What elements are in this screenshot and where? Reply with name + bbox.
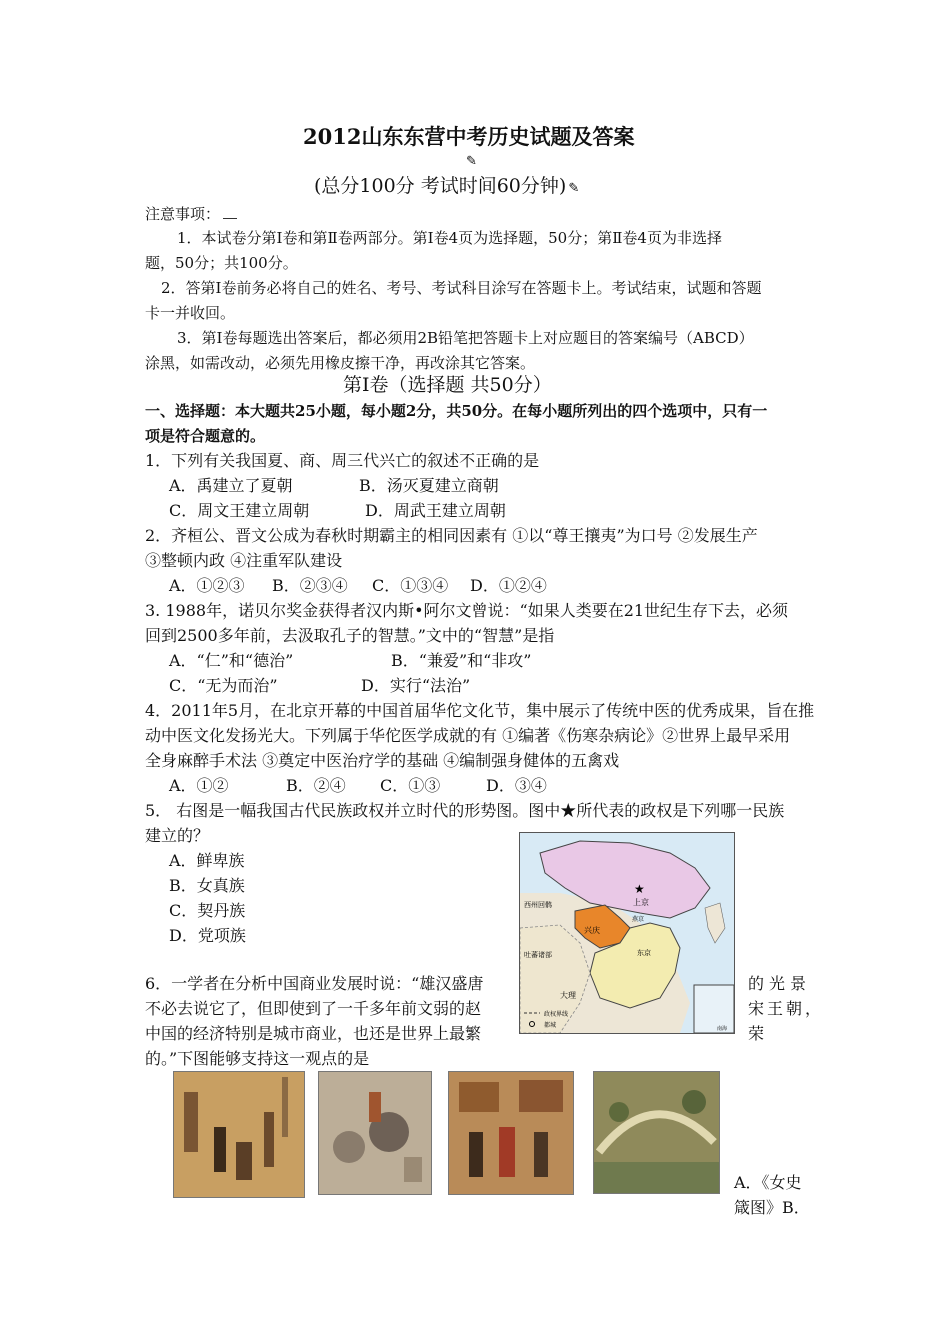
q6-stem-line1-left: 6．一学者在分析中国商业发展时说：“雄汉盛唐 [145,974,484,993]
q6-stem-line2-right: 宋王朝， [748,999,825,1018]
q4-option-c: C．①③ [380,776,441,795]
q3-option-c: C．“无为而治” [169,676,278,695]
q5-stem: 5． 右图是一幅我国古代民族政权并立时代的形势图。图中★所代表的政权是下列哪一民族 [145,801,785,820]
q3-option-a: A．“仁”和“德治” [169,651,294,670]
q1-option-a: A．禹建立了夏朝 [169,476,293,495]
q1-option-d: D．周武王建立周朝 [365,501,506,520]
section-instructions-cont: 项是符合题意的。 [145,427,266,445]
notice-item-2: 2．答第Ⅰ卷前务必将自己的姓名、考号、考试科目涂写在答题卡上。考试结束，试题和答题 [161,279,762,297]
q5-option-c: C．契丹族 [169,901,246,920]
painting-1-figure-b [214,1127,226,1172]
painting-graphic-2 [319,1072,431,1194]
q3-stem-cont: 回到2500多年前，去汲取孔子的智慧。”文中的“智慧”是指 [145,626,555,645]
map-inset [694,985,734,1033]
q4-option-b: B．②④ [286,776,346,795]
notice-item-2-cont: 卡一并收回。 [145,304,236,322]
painting-4-river [594,1162,719,1193]
map-label-dali: 大理 [560,991,576,1000]
painting-1-script [282,1077,288,1137]
map-label-tubo: 吐蕃诸部 [524,952,552,959]
map-label-shangjing: 上京 [633,898,649,907]
q3-option-d: D．实行“法治” [361,676,471,695]
q2-option-b: B．②③④ [272,576,348,595]
q2-stem: 2．齐桓公、晋文公成为春秋时期霸主的相同因素有 ①以“尊王攘夷”为口号 ②发展生产 [145,526,758,545]
q6-stem-line3-right: 荣 [748,1024,765,1043]
painting-4-tree-b [682,1090,706,1114]
painting-3-figure-c [534,1132,548,1177]
painting-3-figure-a [469,1132,483,1177]
q4-stem: 4．2011年5月，在北京开幕的中国首届华佗文化节，集中展示了传统中医的优秀成果，旨在推 [145,701,815,720]
painting-image-3 [448,1071,574,1195]
painting-2-horse-a [333,1131,365,1163]
painting-1-figure-a [184,1092,198,1152]
decor-mark-icon: ✎ [568,181,580,196]
q6-option-a-cont: 箴图》B． [734,1198,810,1217]
painting-1-figure-c [236,1142,252,1180]
painting-3-canopy-b [519,1080,563,1112]
map-graphic [520,833,734,1033]
painting-graphic-1 [174,1072,304,1197]
notice-item-3-cont: 涂黑，如需改动，必须先用橡皮擦干净，再改涂其它答案。 [145,354,536,372]
q2-option-c: C．①③④ [372,576,449,595]
painting-4-tree-a [609,1102,629,1122]
map-legend-capital: 都城 [544,1023,557,1029]
q6-stem-line1-right: 的光景 [748,974,812,993]
q4-stem-cont-1: 动中医文化发扬光大。下列属于华佗医学成就的有 ①编著《伤寒杂病论》②世界上最早采用 [145,726,791,745]
q4-option-a: A．①② [169,776,229,795]
section-instructions: 一、选择题：本大题共25小题，每小题2分，共50分。在每小题所列出的四个选项中，只有一 [145,402,768,420]
notice-item-3: 3．第Ⅰ卷每题选出答案后，都必须用2B铅笔把答题卡上对应题目的答案编号（ABCD） [177,329,754,347]
q4-option-d: D．③④ [486,776,547,795]
painting-graphic-4 [594,1072,719,1193]
painting-image-4 [593,1071,720,1194]
painting-image-2 [318,1071,432,1195]
painting-3-figure-b [499,1127,515,1177]
q2-option-a: A．①②③ [169,576,245,595]
q1-option-b: B．汤灭夏建立商朝 [359,476,499,495]
notice-item-1-cont: 题，50分；共100分。 [145,254,298,272]
q5-stem-cont: 建立的？ [145,826,210,845]
q1-stem: 1．下列有关我国夏、商、周三代兴亡的叙述不正确的是 [145,451,540,470]
map-label-inset: 南海 [717,1026,728,1032]
q6-stem-line4: 的。”下图能够支持这一观点的是 [145,1049,370,1068]
map-label-dongjing: 东京 [637,950,651,957]
painting-graphic-3 [449,1072,573,1194]
painting-image-1 [173,1071,305,1198]
map-label-xizhou: 西州回鹘 [524,902,552,909]
map-label-yanjing: 燕京 [632,917,645,923]
q2-option-d: D．①②④ [470,576,547,595]
painting-2-rider [369,1092,381,1122]
historical-map [519,832,735,1034]
map-star: ★ [634,882,645,896]
q2-stem-cont: ③整顿内政 ④注重军队建设 [145,551,343,570]
q5-option-b: B．女真族 [169,876,245,895]
q3-stem: 3. 1988年，诺贝尔奖金获得者汉内斯•阿尔文曾说：“如果人类要在21世纪生存下去，必须 [145,601,789,620]
section-title: 第Ⅰ卷（选择题 共50分） [343,374,552,396]
q3-option-b: B．“兼爱”和“非攻” [391,651,532,670]
q6-option-a: A．《女史 [734,1173,802,1192]
q6-stem-line2-left: 不必去说它了，但即使到了一千多年前文弱的赵 [145,999,482,1018]
map-legend-border: 政权界线 [544,1012,569,1018]
page-title: 2012山东东营中考历史试题及答案 [303,124,635,149]
q5-option-a: A．鲜卑族 [169,851,245,870]
q4-stem-cont-2: 全身麻醉手术法 ③奠定中医治疗学的基础 ④编制强身健体的五禽戏 [145,751,620,770]
painting-1-figure-d [264,1112,274,1167]
q6-stem-line3-left: 中国的经济特别是城市商业，也还是世界上最繁 [145,1024,482,1043]
painting-2-figure [404,1157,422,1182]
q1-option-c: C．周文王建立周朝 [169,501,310,520]
painting-3-canopy-a [459,1082,499,1112]
map-label-xingqing: 兴庆 [584,926,600,935]
notice-heading: 注意事项： [145,203,237,225]
q5-option-d: D．党项族 [169,926,246,945]
page-subtitle: (总分100分 考试时间60分钟) ✎ [314,175,579,200]
notice-item-1: 1．本试卷分第Ⅰ卷和第Ⅱ卷两部分。第Ⅰ卷4页为选择题，50分；第Ⅱ卷4页为非选择 [177,229,722,247]
decor-mark: ✎ [466,154,477,169]
